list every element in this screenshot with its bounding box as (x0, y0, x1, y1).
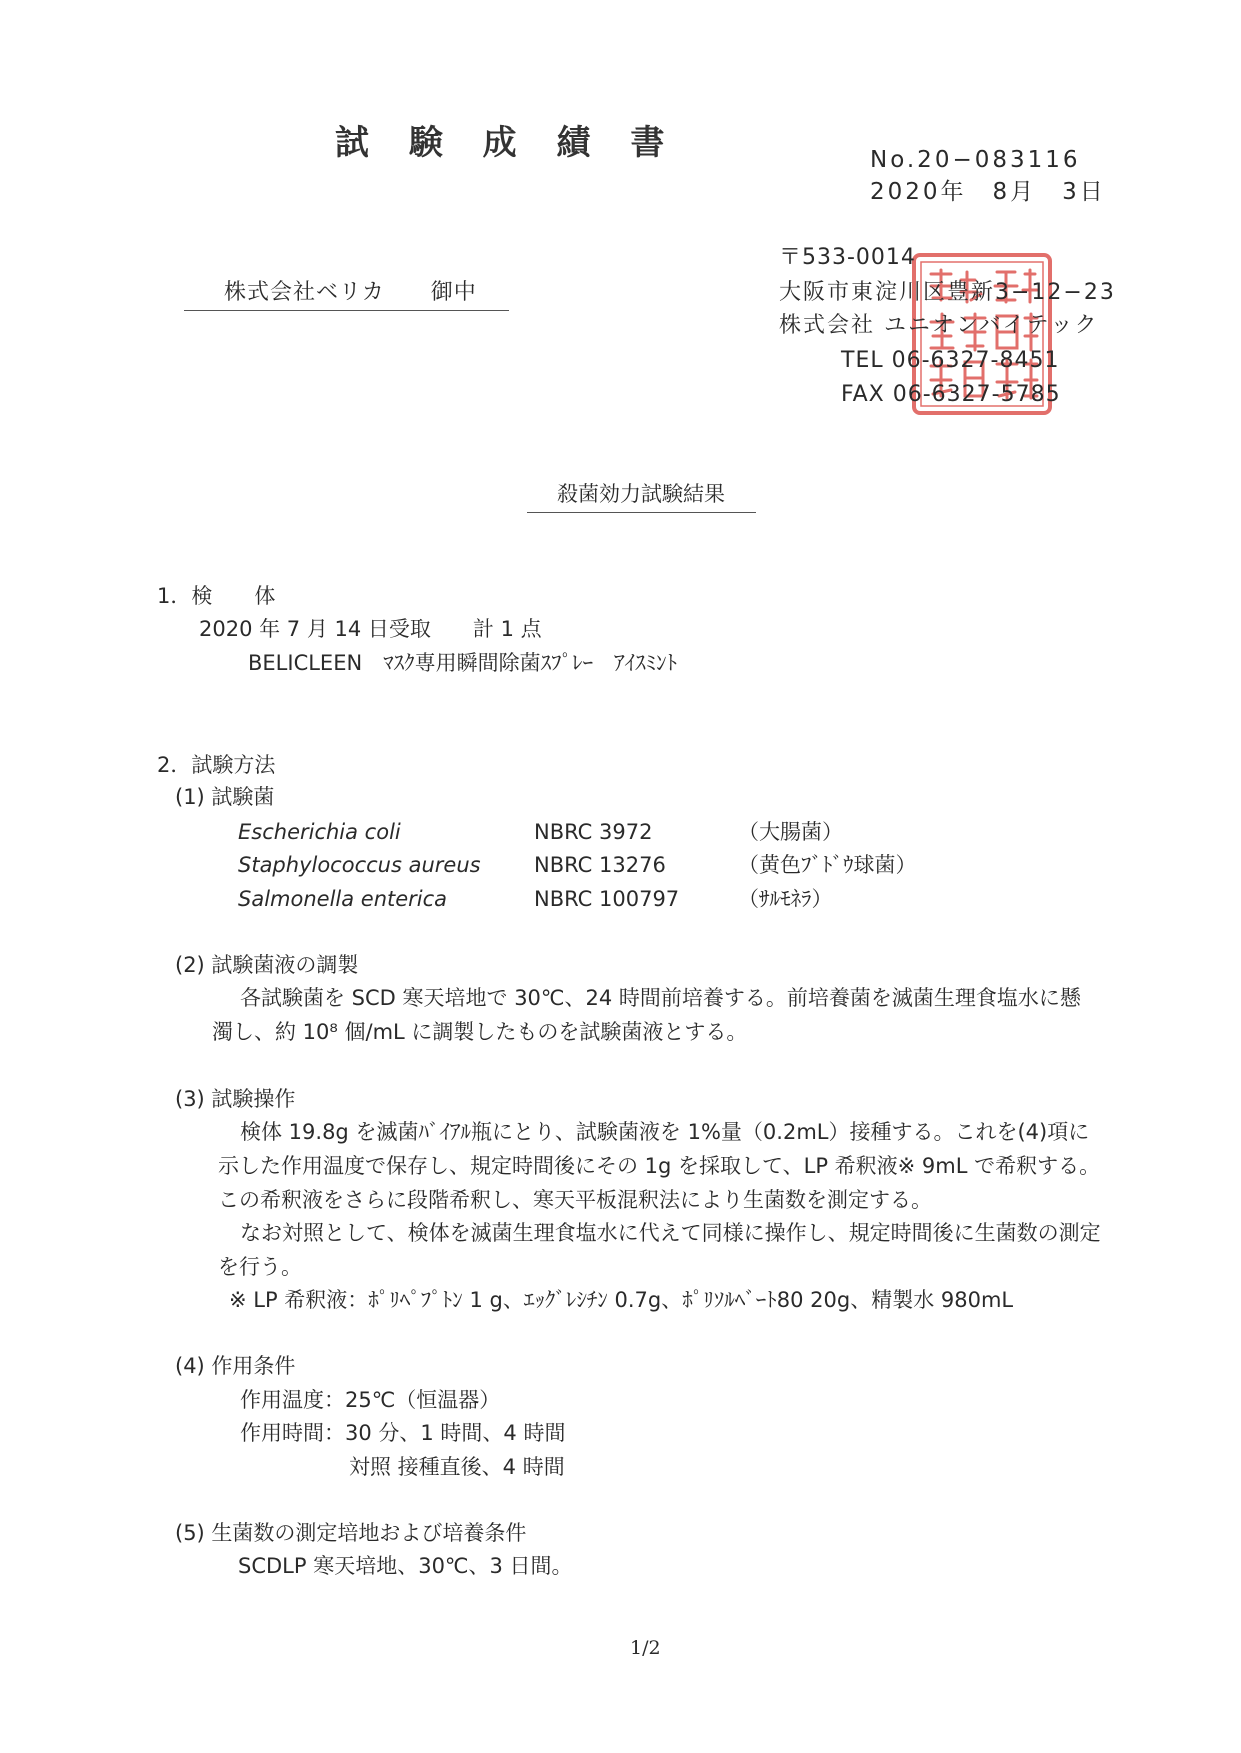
culture-text: SCDLP 寒天培地、30℃、3 日間。 (238, 1554, 573, 1578)
document-title: 試 験 成 績 書 (335, 123, 679, 163)
condition-time: 作用時間：30 分、1 時間、4 時間 (240, 1421, 566, 1445)
conditions-heading: (4) 作用条件 (175, 1354, 296, 1378)
organism-species: Salmonella enterica (238, 887, 448, 911)
recipient-underline (184, 310, 509, 311)
culture-heading: (5) 生菌数の測定培地および培養条件 (175, 1521, 527, 1545)
organism-common-name: （黄色ﾌﾞﾄﾞｳ球菌） (738, 853, 917, 877)
recipient-name: 株式会社ベリカ 御中 (224, 280, 477, 305)
sample-received: 2020 年 7 月 14 日受取 計 1 点 (199, 617, 542, 641)
organism-species: Staphylococcus aureus (238, 853, 481, 877)
issuer-address: 大阪市東淀川区豊新3−12−23 (779, 280, 1116, 305)
condition-temperature: 作用温度：25℃（恒温器） (240, 1388, 501, 1412)
diluent-note: ※ LP 希釈液：ﾎﾟﾘﾍﾟﾌﾟﾄﾝ 1 g、ｴｯｸﾞﾚｼﾁﾝ 0.7g、ﾎﾟﾘｿﾙﾍﾞｰﾄ80 20g、精製水 980mL (229, 1288, 1014, 1312)
organism-strain: NBRC 3972 (534, 820, 653, 844)
organism-common-name: （ｻﾙﾓﾈﾗ） (738, 887, 833, 911)
organism-strain: NBRC 100797 (534, 887, 680, 911)
organism-strain: NBRC 13276 (534, 853, 666, 877)
issuer-fax: FAX 06-6327-5785 (841, 382, 1061, 407)
organism-common-name: （大腸菌） (738, 820, 843, 844)
subject-title: 殺菌効力試験結果 (557, 482, 725, 506)
report-date: 2020年 8月 3日 (870, 179, 1106, 205)
procedure-line: 検体 19.8g を滅菌ﾊﾞｲｱﾙ瓶にとり、試験菌液を 1%量（0.2mL）接種する。これを(4)項に (240, 1120, 1090, 1144)
subject-underline (527, 512, 756, 513)
organisms-heading: (1) 試験菌 (175, 785, 275, 809)
section1-heading: 1．検 体 (157, 584, 276, 608)
organism-species: Escherichia coli (238, 820, 401, 844)
page-number: 1/2 (630, 1637, 661, 1659)
section2-heading: 2．試験方法 (157, 753, 276, 777)
preparation-line: 各試験菌を SCD 寒天培地で 30℃、24 時間前培養する。前培養菌を滅菌生理食塩水に懸 (240, 986, 1081, 1010)
sample-name: BELICLEEN ﾏｽｸ専用瞬間除菌ｽﾌﾟﾚｰ ｱｲｽﾐﾝﾄ (248, 651, 678, 675)
issuer-company: 株式会社 ユニオンバイテック (779, 313, 1099, 338)
procedure-line: なお対照として、検体を滅菌生理食塩水に代えて同様に操作し、規定時間後に生菌数の測定 (240, 1221, 1101, 1245)
procedure-line: 示した作用温度で保存し、規定時間後にその 1g を採取して、LP 希釈液※ 9mL で希釈する。 (218, 1154, 1101, 1178)
issuer-postal-code: 〒533-0014 (779, 245, 916, 270)
report-number: No.20−083116 (870, 147, 1081, 173)
procedure-heading: (3) 試験操作 (175, 1087, 296, 1111)
preparation-heading: (2) 試験菌液の調製 (175, 953, 359, 977)
condition-control: 対照 接種直後、4 時間 (349, 1455, 565, 1479)
procedure-line: を行う。 (218, 1255, 302, 1279)
issuer-tel: TEL 06-6327-8451 (841, 348, 1060, 373)
preparation-line: 濁し、約 10⁸ 個/mL に調製したものを試験菌液とする。 (212, 1020, 748, 1044)
procedure-line: この希釈液をさらに段階希釈し、寒天平板混釈法により生菌数を測定する。 (218, 1188, 932, 1212)
